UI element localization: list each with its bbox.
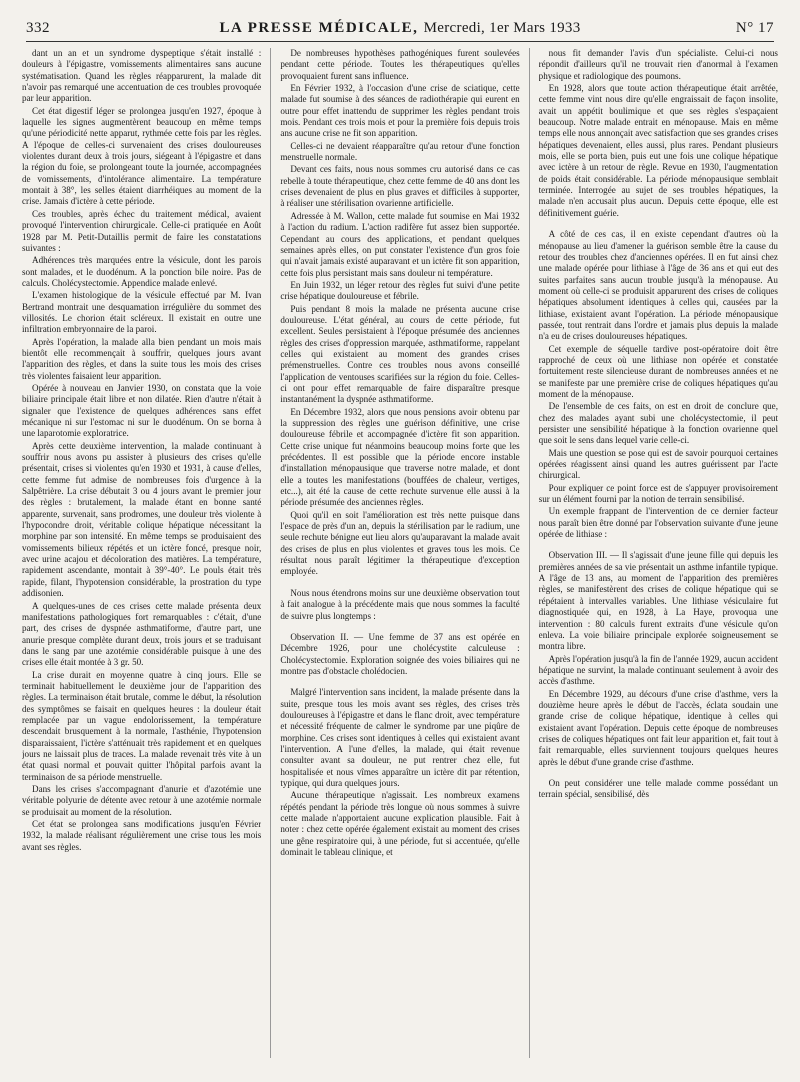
paragraph: Cet exemple de séquelle tardive post-opératoire doit être rapproché de ceux où une lithiase non opérée et constatée fortuitement reste silencieuse durant de nombreuses années et ne se manifeste par une première crise de coliques hépatiques qu'au moment de la ménopause.: [538, 343, 778, 399]
paragraph: On peut considérer une telle malade comme possédant un terrain spécial, sensibilisé, dès: [538, 777, 778, 800]
paragraph: Après l'opération jusqu'à la fin de l'année 1929, aucun accident hépatique ne survint, la malade continuant seulement à avoir des accès d'asthme.: [538, 653, 778, 687]
paragraph: Celles-ci ne devaient réapparaître qu'au retour d'une fonction menstruelle normale.: [280, 140, 520, 163]
issue-number: N° 17: [735, 20, 774, 36]
observation-heading: Observation II. — Une femme de 37 ans est opérée en Décembre 1926, pour une cholécystite calculeuse : Cholécystectomie. Exploration soignée des voies biliaires qui ne montre pas d'obstacle cholédocien.: [280, 631, 520, 676]
text-columns: [22, 48, 778, 1058]
paragraph: Mais une question se pose qui est de savoir pourquoi certaines opérées réagissent ainsi quand les autres guérissent par l'acte chirurgical.: [538, 447, 778, 481]
paragraph: En Décembre 1929, au décours d'une crise d'asthme, vers la douzième heure après le début de l'accès, éclata soudain une grande crise de colique hépatique, identique à celles qui existaient avant l'opération. Depuis cette époque de nombreuses crises de coliques hépatiques ont fait leur apparition et, fait tout à fait remarquable, elles surviennent toujours quelques heures après le début d'une grande crise d'asthme.: [538, 688, 778, 767]
paragraph: L'examen histologique de la vésicule effectué par M. Ivan Bertrand montrait une desquamation irrégulière du sommet des villosités. Le chorion était scléreux. Il existait en outre une infiltration embryonnaire de la paroi.: [22, 290, 262, 335]
paragraph: De nombreuses hypothèses pathogéniques furent soulevées pendant cette période. Toutes les thérapeutiques qu'elles provoquaient furent sans influence.: [280, 48, 520, 81]
page-header: [26, 20, 774, 42]
paragraph: Aucune thérapeutique n'agissait. Les nombreux examens répétés pendant la période très longue où nous sommes à suivre cette malade n'apportaient aucune explication plausible. Fait à noter : chez cette opérée également existait au moment des crises une gêne respiratoire qui, à une période, fut si accentuée, qu'elle dominait le tableau clinique, et: [280, 790, 520, 858]
paragraph: Cet état digestif léger se prolongea jusqu'en 1927, époque à laquelle les signes augmentèrent beaucoup en même temps qu'une périodicité nette apparut, rythmée cette fois par les règles. A l'époque de celles-ci survenaient des crises douloureuses violentes durant deux à trois jours, siégeant à l'épigastre et dans la région du foie, se prolongeant toute la journée, accompagnées de vomissements, d'intolérance alimentaire. La température montait à 38°, les selles étaient diarrhéiques au moment de la crise. Jamais d'ictère à cette période.: [22, 105, 262, 207]
journal-name: LA PRESSE MÉDICALE,: [219, 20, 419, 36]
paragraph: En Décembre 1932, alors que nous pensions avoir obtenu par la suppression des règles une guérison définitive, une crise douloureuse fébrile et accompagnée d'ictère fit son apparition. Cette crise unique fut néanmoins beaucoup moins forte que les précédentes. Il est possible que la période encore instable d'installation ménopausique que traverse notre malade, et dont elle a toutes les manifestations (bouffées de chaleur, vertiges, etc...), ait été la cause de cette rechute survenue elle aussi à la période présumée des anciennes règles.: [280, 406, 520, 508]
paragraph: Quoi qu'il en soit l'amélioration est très nette puisque dans l'espace de près d'un an, depuis la stérilisation par le radium, une seule rechute bénigne eut lieu alors qu'auparavant la malade avait des crises de plus en plus violentes et graves tous les mois. Ce résultat nous paraît légitimer la thérapeutique d'exception employée.: [280, 509, 520, 577]
paragraph: Après l'opération, la malade alla bien pendant un mois mais bientôt elle recommençait à souffrir, quelques jours avant l'apparition des règles, et dans la suite tous les mois des crises très violentes faisaient leur apparition.: [22, 336, 262, 381]
paragraph: En Juin 1932, un léger retour des règles fut suivi d'une petite crise hépatique douloureuse et fébrile.: [280, 279, 520, 302]
journal-title: [86, 20, 714, 37]
paragraph: En 1928, alors que toute action thérapeutique était arrêtée, cette femme vint nous dire qu'elle engraissait de façon insolite, avait un appétit boulimique et que ses règles s'espaçaient beaucoup. Notre malade entrait en ménopause. Mais en même temps elle nous annonçait avec satisfaction que ses grandes crises hépatiques devenaient, elles aussi, plus rares. Pendant plusieurs mois, elle se porta bien, puis eut une fois une colique hépatique avec ictère à un retour de règle. Revue en 1930, l'augmentation de poids était considérable. La période ménopausique semblait terminée. Interrogée au sujet de ses troubles hépatiques, la malade n'en accusait plus aucun. Depuis cette époque, elle est définitivement guérie.: [538, 83, 778, 218]
column-divider: [529, 48, 530, 1058]
paragraph: En Février 1932, à l'occasion d'une crise de sciatique, cette malade fut soumise à des séances de radiothérapie qui eurent en outre pour effet inattendu de supprimer les règles pendant trois mois. Pendant ces trois mois et pour la première fois depuis trois ans aucune crise ne fit son apparition.: [280, 83, 520, 139]
paragraph: Malgré l'intervention sans incident, la malade présente dans la suite, presque tous les mois avant ses règles, des crises très douloureuses à l'épigastre et dans le flanc droit, avec température et nécessité fréquente de calmer le syndrome par une piqûre de morphine. Ces crises sont identiques à celles qui existaient avant l'intervention. A l'une d'elles, la malade, qui était revenue consulter avant sa douleur, ne put rentrer chez elle, fut hospitalisée et nous vîmes apparaître un ictère dit par rétention, typique, qui dura quelques jours.: [280, 687, 520, 788]
paragraph: La crise durait en moyenne quatre à cinq jours. Elle se terminait habituellement le deuxième jour de l'apparition des règles. La terminaison était brutale, comme le début, la résolution des symptômes se faisait en quelques heures : la douleur était remplacée par un vague endolorissement, la température descendait brusquement à la normale, l'asthénie, l'hypotension disparaissaient, l'ictère s'atténuait très rapidement et en quelques jours ne laissait plus de traces. La malade revenait très vite à un état quasi normal et pouvait quitter l'hôpital parfois avant la terminaison de sa période menstruelle.: [22, 669, 262, 782]
column-right: [539, 48, 778, 1058]
column-divider: [270, 48, 271, 1058]
paragraph: dant un an et un syndrome dyspeptique s'était installé : douleurs à l'épigastre, vomissements alimentaires sans aucune systématisation. Quand les règles réapparurent, la malade dit n'avoir pas remarqué une accentuation de ces troubles provoquée par leur apparition.: [22, 48, 262, 104]
column-middle: [280, 48, 519, 1058]
observation-heading: Observation III. — Il s'agissait d'une jeune fille qui depuis les premières années de sa vie présentait un asthme infantile typique. A l'âge de 13 ans, au moment de l'apparition des premières règles, se manifestèrent des crises de colique hépatique qui se répétaient à intervalles variables. Une lithiase vésiculaire fut diagnostiquée qui, en 1928, à La Haye, provoqua une intervention : 80 calculs furent extraits d'une vésicule qu'on enleva. La voie biliaire principale explorée soigneusement se montra libre.: [538, 550, 778, 652]
paragraph: A côté de ces cas, il en existe cependant d'autres où la ménopause au lieu d'amener la guérison semble être la cause du retour des troubles chez d'anciennes opérées. Il en fut ainsi chez une malade opérée pour lithiase à l'âge de 36 ans et qui eut des suites parfaites sans aucun trouble jusqu'à la ménopause. Au moment où celle-ci se produisit apparurent des crises de coliques hépatiques absolument identiques à celles qui, causées par la lithiase, existaient avant l'opération. La période ménopausique passée, tout rentrait dans l'ordre et jamais plus depuis la malade n'a eu de crises douloureuses hépatiques.: [538, 229, 778, 342]
paragraph: Pour expliquer ce point force est de s'appuyer provisoirement sur un élément fourni par la notion de terrain sensibilisé.: [538, 482, 778, 505]
issue-date: Mercredi, 1er Mars 1933: [423, 20, 581, 36]
paragraph: Adhérences très marquées entre la vésicule, dont les parois sont malades, et le duodénum. A la ponction bile noire. Pas de calculs. Cholécystectomie. Appendice malade enlevé.: [22, 255, 262, 288]
paragraph: Devant ces faits, nous nous sommes cru autorisé dans ce cas rebelle à toute thérapeutique, chez cette femme de 40 ans dont les crises devenaient de plus en plus graves et difficiles à supporter, à réaliser une stérilisation ovarienne artificielle.: [280, 164, 520, 209]
paragraph: Puis pendant 8 mois la malade ne présenta aucune crise douloureuse. L'état général, au cours de cette période, fut excellent. Seules persistaient à l'époque présumée des anciennes règles des crises d'oppression marquée, asthmatiforme, rappelant celles qui existaient au moment des grandes crises prémenstruelles. Contre ces troubles nous avons conseillé l'application de ventouses scarifiées sur la région du foie. Celles-ci ont pour effet remarquable de faire disparaître presque instantanément la dyspnée asthmatiforme.: [280, 303, 520, 405]
paragraph: Dans les crises s'accompagnant d'anurie et d'azotémie une véritable polyurie de détente avec retour à une azotémie normale se produisait au moment de la résolution.: [22, 784, 262, 817]
paragraph: Ces troubles, après échec du traitement médical, avaient provoqué l'intervention chirurgicale. Celle-ci pratiquée en Août 1928 par M. Petit-Dutaillis permit de faire les constatations suivantes :: [22, 208, 262, 253]
page-number: 332: [26, 20, 50, 36]
paragraph: A quelques-unes de ces crises cette malade présenta deux manifestations pathologiques fort remarquables : c'était, d'une part, des crises de dyspnée asthmatiforme, d'autre part, une anurie presque complète durant deux, trois jours et se traduisant dans le sang par une azotémie considérable puisque à une des crises elle était montée à 3 gr. 50.: [22, 600, 262, 668]
paragraph: Nous nous étendrons moins sur une deuxième observation tout à fait analogue à la précédente mais que nous sommes la faculté de suivre plus longtemps :: [280, 587, 520, 621]
paragraph: Après cette deuxième intervention, la malade continuant à souffrir nous avons pu assister à plusieurs des crises qu'elle présentait, crises si violentes qu'en 1930 et 1931, à cause d'elles, cette femme fut admise de nombreuses fois d'urgence à la Salpêtrière. La crise débutait 3 ou 4 jours avant le premier jour des règles : brutalement, la malade étant en bonne santé apparente, survenait, sans prodromes, une douleur très violente à l'hypocondre droit, véritable colique hépatique nécessitant la morphine par son intensité. En même temps se produisaient des vomissements bilieux répétés et un ictère foncé, presque noir, avec urine acajou et décoloration des matières. La température, rapidement ascendante, montait à 39°-40°. Le pouls était très rapide, filant, l'hypotension considérable, la prostration du type addisonien.: [22, 440, 262, 599]
paragraph: Adressée à M. Wallon, cette malade fut soumise en Mai 1932 à l'action du radium. L'action radifère fut assez bien supportée. Cependant au cours des applications, et pendant quelques semaines après elles, on put constater l'existence d'un gros foie qui n'avait jamais existé auparavant et un ictère fit son apparition, cette fois plus persistant mais sans douleur ni température.: [280, 210, 520, 278]
column-left: [22, 48, 261, 1058]
paragraph: nous fit demander l'avis d'un spécialiste. Celui-ci nous répondit d'ailleurs qu'il ne trouvait rien d'anormal à l'examen physique et radiologique des poumons.: [538, 48, 778, 81]
paragraph: Cet état se prolongea sans modifications jusqu'en Février 1932, la malade réalisant régulièrement une crise tous les mois avant ses règles.: [22, 819, 262, 852]
paragraph: De l'ensemble de ces faits, on est en droit de conclure que, chez des malades ayant subi une cholécystectomie, il peut persister une sensibilité hépatique à la fonction ovarienne quel que soit le sens dans lequel varie celle-ci.: [538, 401, 778, 446]
paragraph: Un exemple frappant de l'intervention de ce dernier facteur nous paraît bien être donné par l'observation suivante d'une jeune opérée de lithiase :: [538, 506, 778, 540]
paragraph: Opérée à nouveau en Janvier 1930, on constata que la voie biliaire principale était libre et non dilatée. Rien d'autre n'était à signaler que l'existence de quelques adhérences sans effet mécanique ni sur l'estomac ni sur le duodénum. On se borna à une laparotomie exploratrice.: [22, 382, 262, 439]
